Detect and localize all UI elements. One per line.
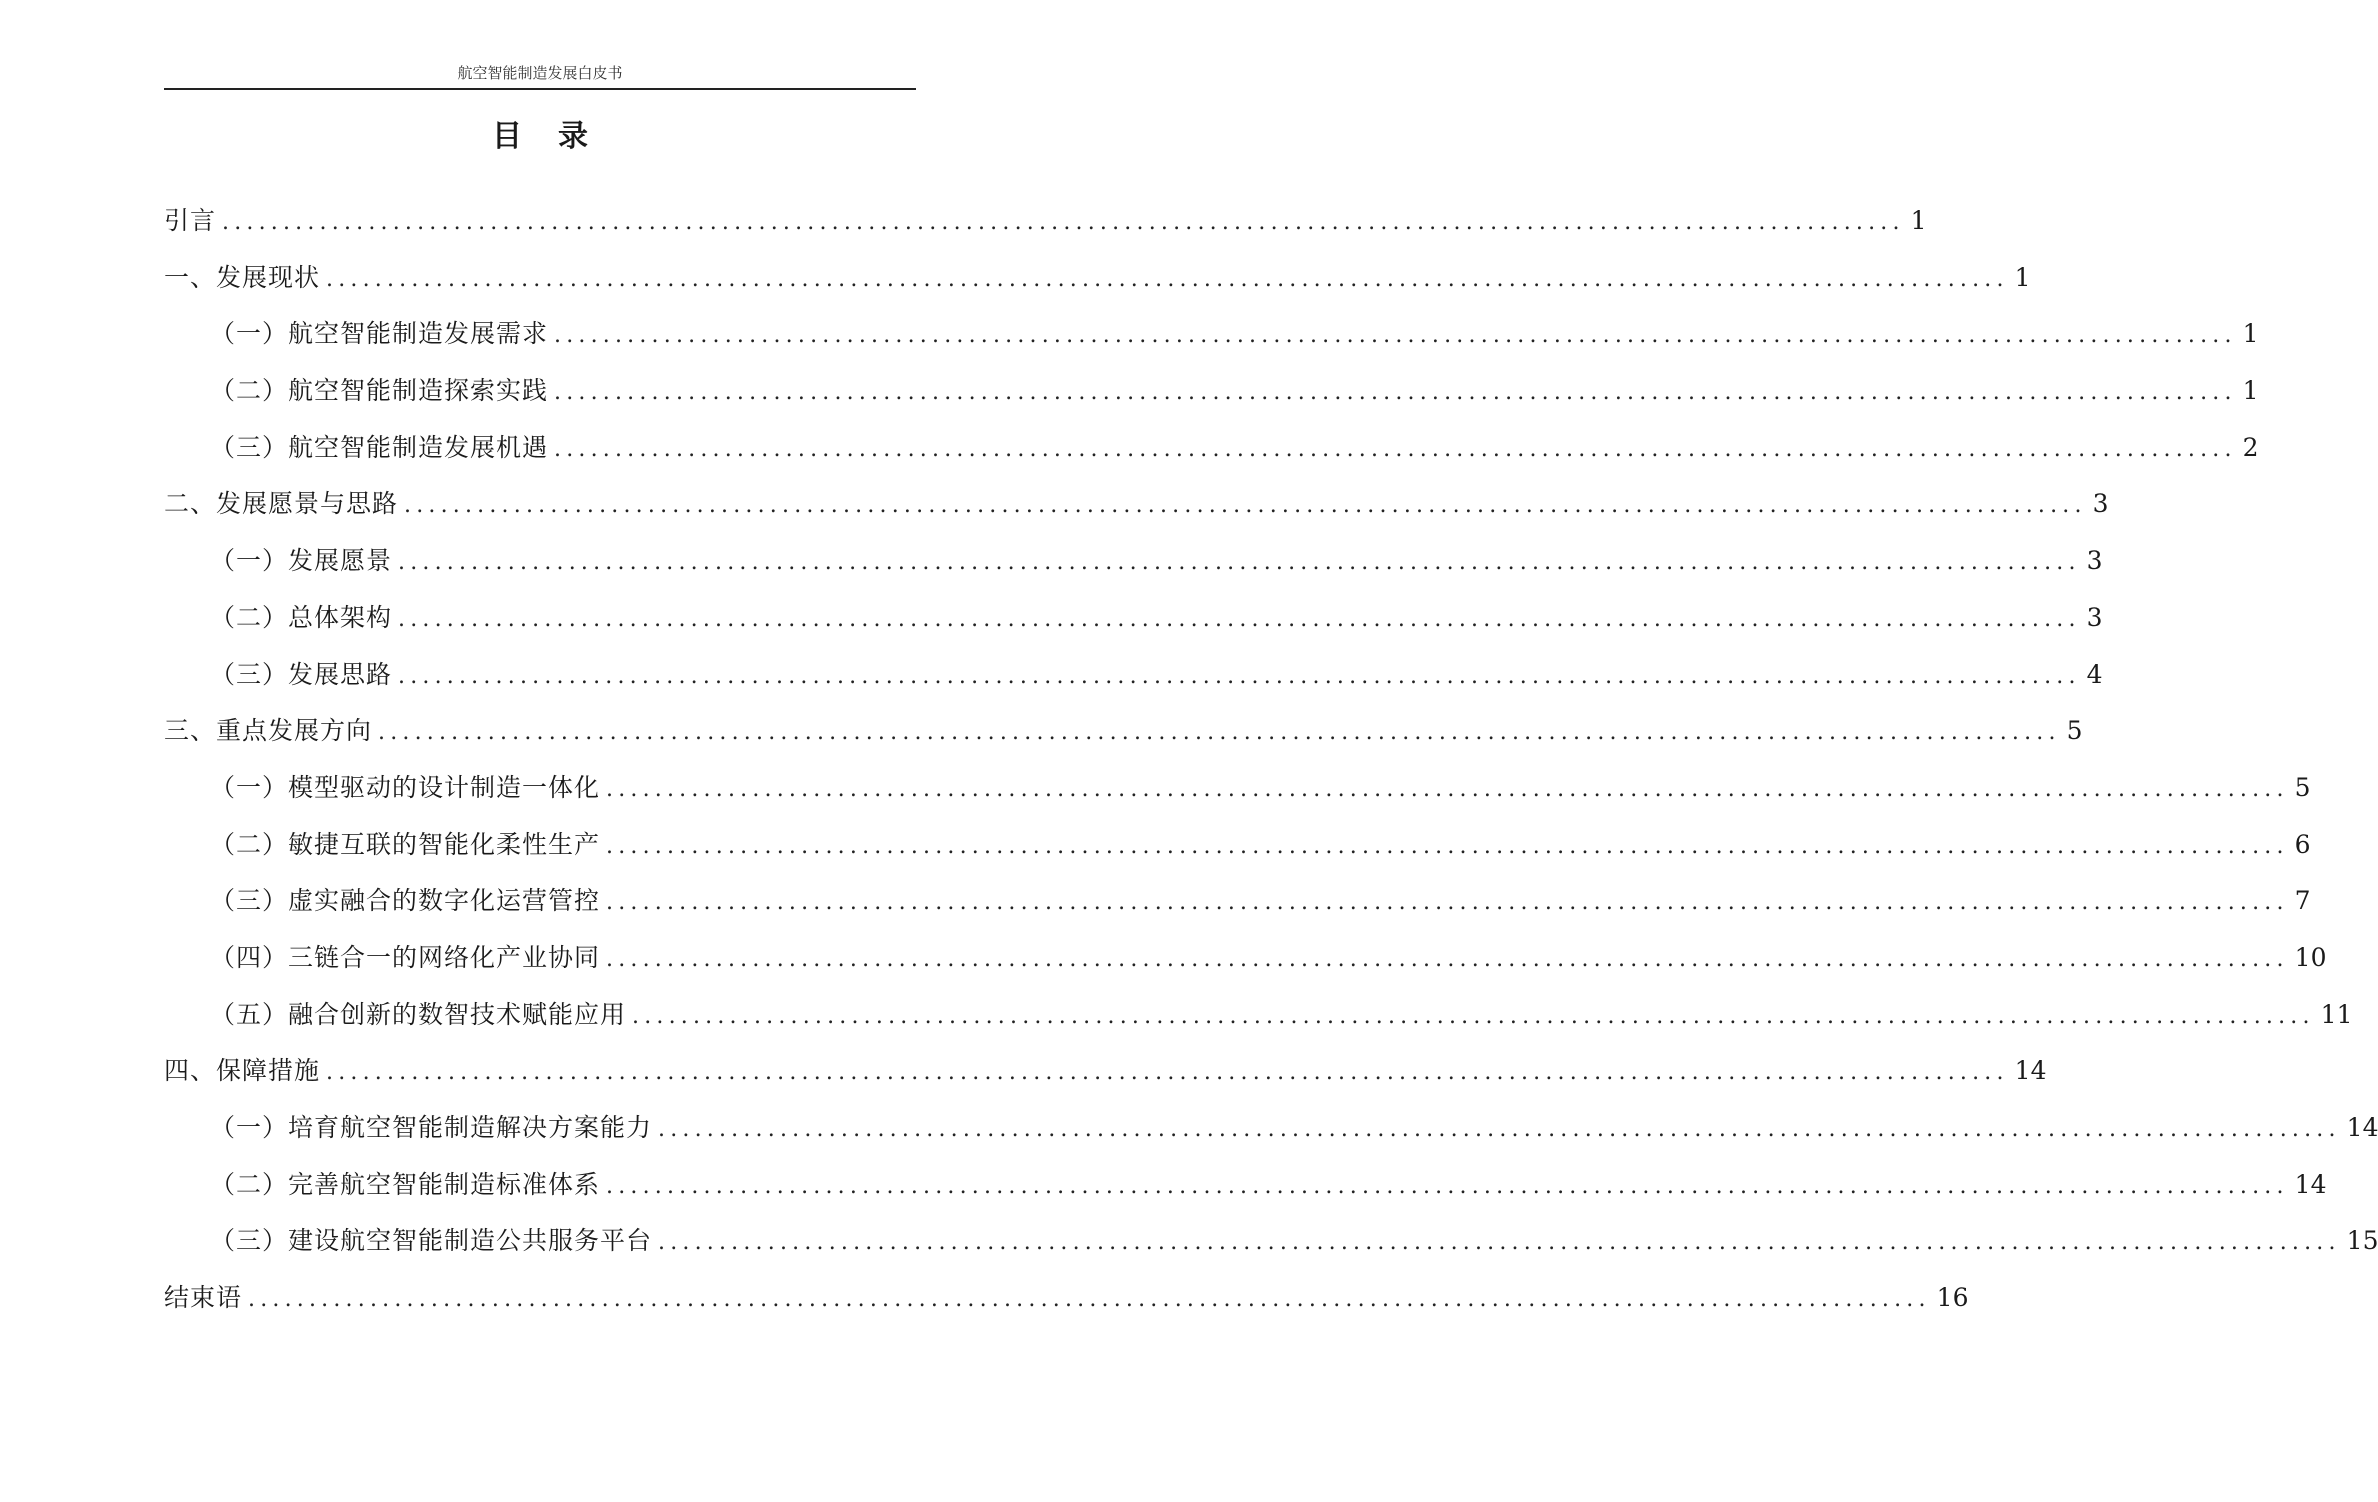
- toc-entry-label: （四）三链合一的网络化产业协同: [210, 942, 601, 972]
- toc-dot-leader: ..........................................................................................................................................: [606, 1173, 2289, 1199]
- toc-entry-page-number: 10: [2294, 942, 2327, 972]
- toc-entry[interactable]: [164, 933, 2327, 990]
- toc-entry-page-number: 3: [2086, 602, 2103, 632]
- toc-entry-label: （一）模型驱动的设计制造一体化: [210, 772, 601, 802]
- toc-entry-page-number: 6: [2294, 829, 2311, 859]
- toc-entry-label: （三）发展思路: [210, 659, 393, 689]
- toc-entry[interactable]: [164, 650, 2103, 707]
- toc-entry[interactable]: [164, 479, 2109, 536]
- toc-entry-label: 引言: [164, 206, 217, 235]
- toc-entry[interactable]: [164, 593, 2103, 650]
- toc-entry[interactable]: [164, 763, 2311, 820]
- toc-entry-label: （二）完善航空智能制造标准体系: [210, 1169, 601, 1199]
- toc-entry-label: （五）融合创新的数智技术赋能应用: [210, 999, 627, 1029]
- toc-entry[interactable]: [164, 196, 1927, 253]
- toc-dot-leader: ..........................................................................................................................................: [326, 1060, 2009, 1086]
- toc-dot-leader: ..........................................................................................................................................: [398, 606, 2081, 632]
- toc-entry-label: （三）航空智能制造发展机遇: [210, 432, 549, 462]
- toc-dot-leader: ..........................................................................................................................................: [378, 720, 2061, 746]
- toc-entry-label: 二、发展愿景与思路: [164, 489, 399, 519]
- toc-entry-label: 三、重点发展方向: [164, 716, 373, 746]
- toc-entry[interactable]: [164, 820, 2311, 877]
- toc-entry-page-number: 3: [2092, 489, 2109, 519]
- toc-entry-page-number: 4: [2086, 659, 2103, 689]
- toc-dot-leader: ..........................................................................................................................................: [632, 1003, 2315, 1029]
- toc-dot-leader: ..........................................................................................................................................: [606, 946, 2289, 972]
- toc-entry-page-number: 1: [2014, 262, 2031, 292]
- toc-title: 目录: [492, 119, 624, 154]
- toc-entry[interactable]: [164, 309, 2259, 366]
- toc-entry-label: （二）航空智能制造探索实践: [210, 376, 549, 406]
- toc-dot-leader: ..........................................................................................................................................: [398, 663, 2081, 689]
- toc-entry-page-number: 16: [1936, 1283, 1969, 1313]
- toc-entry-label: 一、发展现状: [164, 262, 321, 292]
- toc-entry-page-number: 14: [2294, 1169, 2327, 1199]
- toc-dot-leader: ..........................................................................................................................................: [658, 1117, 2341, 1142]
- toc-dot-leader: ..........................................................................................................................................: [554, 436, 2237, 462]
- toc-dot-leader: ..........................................................................................................................................: [554, 380, 2237, 406]
- toc-entry-page-number: 1: [2242, 319, 2259, 349]
- running-header: [164, 62, 916, 90]
- toc-entry[interactable]: [164, 706, 2083, 763]
- toc-entry-page-number: 2: [2242, 432, 2259, 462]
- toc-entry-page-number: 1: [2242, 376, 2259, 406]
- running-header-text: 航空智能制造发展白皮书: [457, 64, 623, 82]
- toc-dot-leader: ..........................................................................................................................................: [326, 266, 2009, 292]
- toc-entry-label: （二）总体架构: [210, 602, 393, 632]
- toc-entry[interactable]: [164, 253, 2031, 310]
- toc-entry-page-number: 1: [1910, 206, 1927, 235]
- toc-entry-label: （三）建设航空智能制造公共服务平台: [210, 1226, 653, 1256]
- toc-dot-leader: ..........................................................................................................................................: [248, 1287, 1931, 1313]
- toc-entry[interactable]: [164, 1160, 2327, 1217]
- toc-dot-leader: ..........................................................................................................................................: [606, 776, 2289, 802]
- toc-entry[interactable]: [164, 423, 2259, 480]
- toc-entry[interactable]: [164, 1046, 2047, 1103]
- toc-entry-label: （一）航空智能制造发展需求: [210, 319, 549, 349]
- toc-dot-leader: ..........................................................................................................................................: [398, 550, 2081, 576]
- toc-dot-leader: ..........................................................................................................................................: [404, 493, 2087, 519]
- toc-entry-label: （一）发展愿景: [210, 546, 393, 576]
- toc-entry[interactable]: [164, 876, 2311, 933]
- toc-dot-leader: ..........................................................................................................................................: [554, 323, 2237, 349]
- toc-dot-leader: ..........................................................................................................................................: [222, 210, 1905, 235]
- toc-entry-label: 结束语: [164, 1283, 243, 1313]
- toc-entry-label: 四、保障措施: [164, 1056, 321, 1086]
- toc-entry-page-number: 5: [2066, 716, 2083, 746]
- toc-entry-page-number: 14: [2014, 1056, 2047, 1086]
- toc-entry-page-number: 5: [2294, 772, 2311, 802]
- toc-entry[interactable]: [164, 536, 2103, 593]
- toc-entry-label: （一）培育航空智能制造解决方案能力: [210, 1113, 653, 1142]
- toc-entry[interactable]: [164, 1216, 2378, 1273]
- toc-entry-page-number: 11: [2320, 999, 2353, 1029]
- toc-entry-label: （三）虚实融合的数字化运营管控: [210, 886, 601, 916]
- table-of-contents: [164, 196, 2378, 1330]
- toc-entry[interactable]: [164, 1273, 1969, 1330]
- toc-dot-leader: ..........................................................................................................................................: [606, 890, 2289, 916]
- toc-dot-leader: ..........................................................................................................................................: [658, 1230, 2341, 1256]
- toc-entry-page-number: 7: [2294, 886, 2311, 916]
- toc-entry-page-number: 14: [2346, 1113, 2378, 1142]
- toc-entry-page-number: 3: [2086, 546, 2103, 576]
- toc-entry-label: （二）敏捷互联的智能化柔性生产: [210, 829, 601, 859]
- toc-dot-leader: ..........................................................................................................................................: [606, 833, 2289, 859]
- toc-entry[interactable]: [164, 990, 2353, 1047]
- toc-entry-page-number: 15: [2346, 1226, 2378, 1256]
- toc-entry[interactable]: [164, 366, 2259, 423]
- toc-entry[interactable]: [164, 1103, 2378, 1160]
